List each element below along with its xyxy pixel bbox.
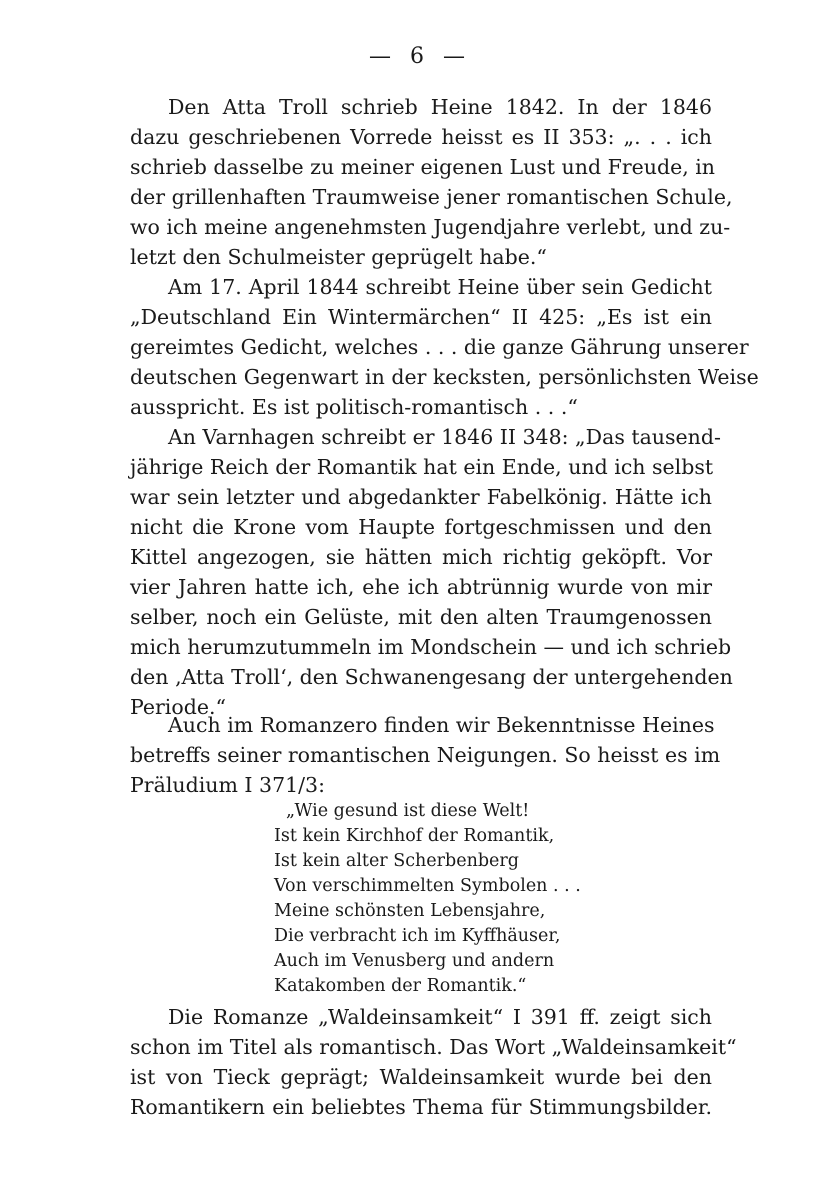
text-line: Am 17. April 1844 schreibt Heine über sein Gedicht <box>168 275 712 299</box>
text-line: ist von Tieck geprägt; Waldeinsamkeit wurde bei den <box>130 1065 712 1089</box>
text-line: mich herumzutummeln im Mondschein — und ich schrieb <box>130 635 732 659</box>
text-line: betreffs seiner romantischen Neigungen. So heisst es im <box>130 743 721 767</box>
text-line: „Deutschland Ein Wintermärchen“ II 425: „Es ist ein <box>130 305 712 329</box>
page-number: — 6 — <box>369 44 471 69</box>
paragraph-5 <box>130 1002 737 1122</box>
text-line: Kittel angezogen, sie hätten mich richtig geköpft. Vor <box>130 545 712 569</box>
text-line: dazu geschriebenen Vorrede heisst es II 353: „. . . ich <box>130 125 712 149</box>
verse-line: Die verbracht ich im Kyffhäuser, <box>274 926 561 946</box>
text-line: Präludium I 371/3: <box>130 773 326 797</box>
text-line: wo ich meine angenehmsten Jugendjahre verlebt, und zu- <box>130 215 731 239</box>
text-line: war sein letzter und abgedankter Fabelkönig. Hätte ich <box>130 485 712 509</box>
text-line: ausspricht. Es ist politisch-romantisch . . .“ <box>130 395 578 419</box>
text-line: nicht die Krone vom Haupte fortgeschmissen und den <box>130 515 712 539</box>
text-line: deutschen Gegenwart in der kecksten, persönlichsten Weise <box>130 365 759 389</box>
text-line: letzt den Schulmeister geprügelt habe.“ <box>130 245 547 269</box>
text-line: schrieb dasselbe zu meiner eigenen Lust und Freude, in <box>130 155 716 179</box>
paragraph-2 <box>130 272 759 422</box>
text-line: An Varnhagen schreibt er 1846 II 348: „Das tausend- <box>168 425 721 449</box>
text-line: Den Atta Troll schrieb Heine 1842. In der 1846 <box>168 95 712 119</box>
paragraph-3 <box>130 422 733 722</box>
verse-line: Auch im Venusberg und andern <box>274 951 555 971</box>
verse-line: Katakomben der Romantik.“ <box>274 976 527 996</box>
verse-line: „Wie gesund ist diese Welt! <box>286 801 530 821</box>
verse-line: Ist kein alter Scherbenberg <box>274 851 519 871</box>
text-line: vier Jahren hatte ich, ehe ich abtrünnig wurde von mir <box>130 575 712 599</box>
text-line: den ‚Atta Troll‘, den Schwanengesang der untergehenden <box>130 665 733 689</box>
verse-line: Ist kein Kirchhof der Romantik, <box>274 826 555 846</box>
text-line: gereimtes Gedicht, welches . . . die ganze Gährung unserer <box>130 335 749 359</box>
text-line: der grillenhaften Traumweise jener romantischen Schule, <box>130 185 733 209</box>
text-line: schon im Titel als romantisch. Das Wort „Waldeinsamkeit“ <box>130 1035 737 1059</box>
paragraph-1 <box>130 92 733 272</box>
text-line: Die Romanze „Waldeinsamkeit“ I 391 ff. zeigt sich <box>168 1005 712 1029</box>
text-line: Romantikern ein beliebtes Thema für Stimmungsbilder. <box>130 1095 712 1119</box>
text-line: selber, noch ein Gelüste, mit den alten Traumgenossen <box>130 605 712 629</box>
verse-quote <box>274 799 604 999</box>
text-line: jährige Reich der Romantik hat ein Ende, und ich selbst <box>130 455 714 479</box>
verse-line: Meine schönsten Lebensjahre, <box>274 901 546 921</box>
text-line: Auch im Romanzero finden wir Bekenntnisse Heines <box>168 713 715 737</box>
verse-line: Von verschimmelten Symbolen . . . <box>274 876 581 896</box>
text-line: Periode.“ <box>130 695 226 719</box>
paragraph-4 <box>130 710 721 800</box>
